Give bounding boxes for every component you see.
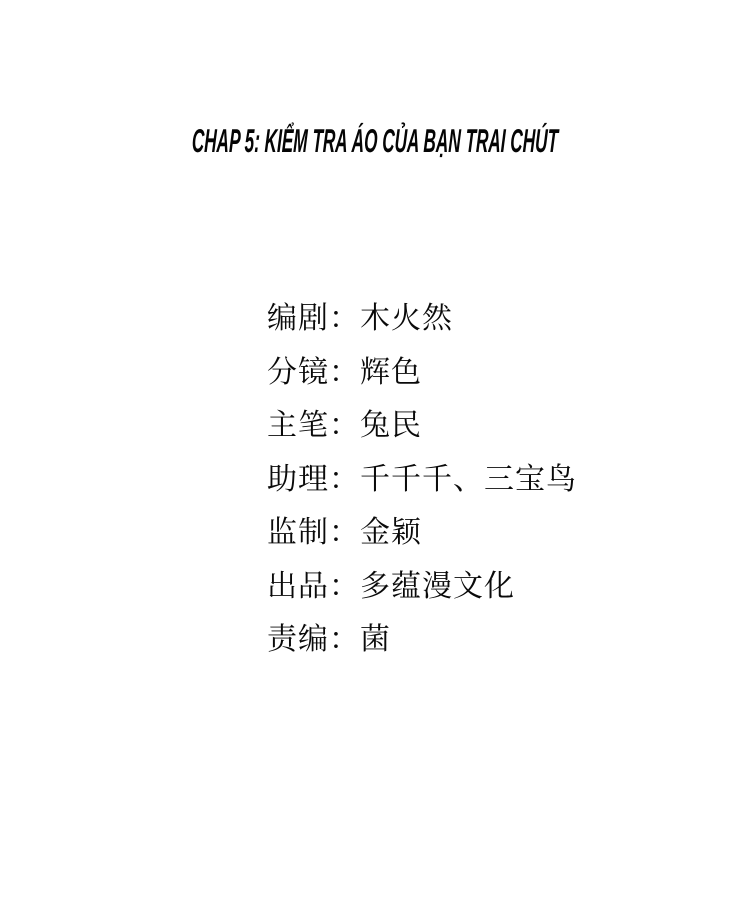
credit-row-editor xyxy=(267,613,577,667)
credit-colon: ： xyxy=(329,462,360,496)
credit-name: 兔民 xyxy=(360,409,422,442)
credit-role: 出品 xyxy=(267,569,329,603)
credit-colon: ： xyxy=(329,355,360,389)
credit-row-screenwriter xyxy=(267,292,577,346)
credit-colon: ： xyxy=(329,623,360,656)
credit-role: 监制 xyxy=(267,516,329,549)
credit-row-assistants xyxy=(267,453,577,507)
credit-role: 分镜 xyxy=(267,355,329,389)
credit-colon: ： xyxy=(329,302,360,335)
chapter-title-text: CHAP 5: KIỂM TRA ÁO CỦA BẠN TRAI CHÚT xyxy=(191,122,559,159)
credit-name: 金颖 xyxy=(360,516,422,549)
credit-name: 千千千、三宝鸟 xyxy=(360,462,577,496)
credit-name: 辉色 xyxy=(360,355,422,389)
credit-name: 木火然 xyxy=(360,302,453,335)
credit-role: 助理 xyxy=(267,462,329,496)
credit-name: 多蕴漫文化 xyxy=(360,569,515,603)
credit-role: 主笔 xyxy=(267,409,329,442)
credit-row-lead-artist xyxy=(267,399,577,453)
credits-list xyxy=(267,292,577,667)
credit-row-supervisor xyxy=(267,506,577,560)
credit-colon: ： xyxy=(329,516,360,549)
credit-row-producer xyxy=(267,560,577,614)
credit-colon: ： xyxy=(329,569,360,603)
credit-row-storyboard xyxy=(267,346,577,400)
chapter-title xyxy=(0,121,750,167)
credit-role: 编剧 xyxy=(267,302,329,335)
credit-colon: ： xyxy=(329,409,360,442)
credit-name: 菌 xyxy=(360,623,391,656)
credit-role: 责编 xyxy=(267,623,329,656)
